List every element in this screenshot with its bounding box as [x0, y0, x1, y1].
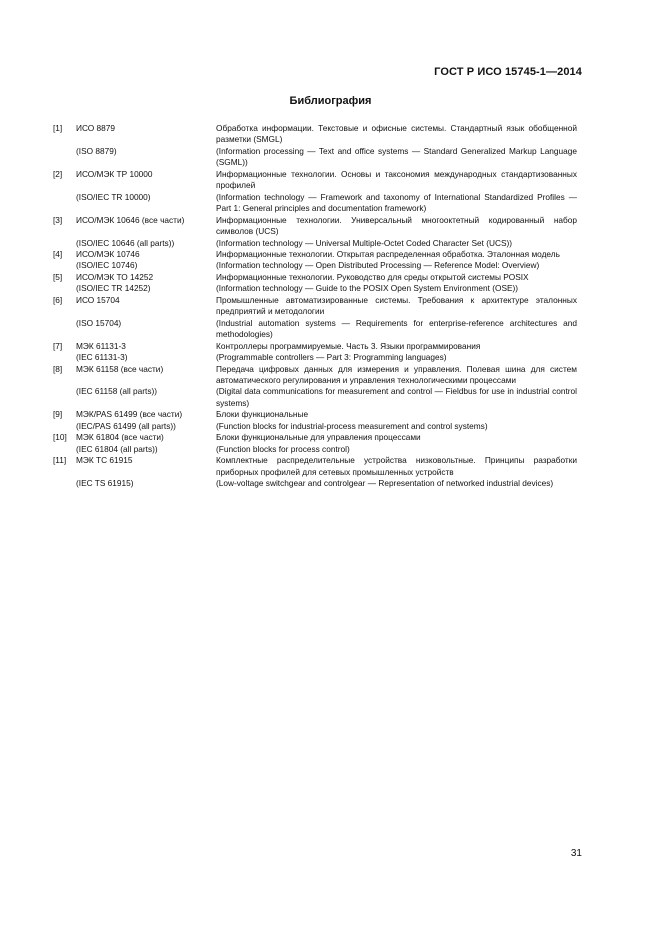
entry-description: Комплектные распределительные устройства низковольтные. Принципы разработки приборных профилей для сетевых промышленных устройств	[216, 455, 577, 477]
bibliography-entry	[53, 455, 577, 478]
entry-description: Информационные технологии. Основы и таксономия международных стандартизованных профилей	[216, 168, 577, 191]
entry-description: Передача цифровых данных для измерения и управления. Полевая шина для систем автоматического регулирования и управления технологическими процессами	[216, 363, 577, 385]
entry-description: (Digital data communications for measurement and control — Fieldbus for use in industrial control systems)	[216, 386, 577, 408]
entry-reference: ИСО/МЭК ТО 14252	[76, 271, 154, 282]
entry-description: (Function blocks for process control)	[216, 443, 350, 454]
bibliography-entry	[53, 478, 577, 489]
entry-description: Контроллеры программируемые. Часть 3. Языки программирования	[216, 340, 481, 351]
entry-description: (Information processing — Text and office systems — Standard Generalized Markup Language (SGML))	[216, 145, 577, 168]
entry-reference: (ISO/IEC 10746)	[76, 260, 138, 271]
entry-reference: (ISO/IEC 10646 (all parts))	[76, 237, 175, 248]
bibliography-entry	[53, 169, 577, 192]
entry-description: Блоки функциональные для управления процессами	[216, 432, 421, 443]
entry-description: Обработка информации. Текстовые и офисные системы. Стандартный язык обобщенной разметки (SMGL)	[216, 123, 577, 145]
entry-description: (Programmable controllers — Part 3: Programming languages)	[216, 352, 447, 363]
entry-reference: МЭК/PAS 61499 (все части)	[76, 409, 183, 420]
entry-reference: МЭК 61131-3	[76, 340, 126, 351]
entry-number: [6]	[53, 294, 63, 305]
bibliography-entry	[53, 272, 577, 283]
entry-reference: МЭК ТС 61915	[76, 455, 133, 466]
entry-number	[53, 352, 76, 363]
entry-number	[53, 260, 76, 271]
entry-number: [1]	[53, 123, 63, 133]
entry-reference: (ISO/IEC TR 10000)	[76, 191, 151, 202]
entry-description: (Information technology — Guide to the POSIX Open System Environment (OSE))	[216, 283, 519, 294]
entry-number	[53, 318, 76, 341]
entry-description: (Information technology — Open Distributed Processing — Reference Model: Overview)	[216, 260, 540, 271]
entry-number: [2]	[53, 168, 63, 179]
entry-description: (Function blocks for industrial-process measurement and control systems)	[216, 420, 488, 431]
entry-reference: ИСО/МЭК 10646 (все части)	[76, 214, 185, 225]
entry-description: (Low-voltage switchgear and controlgear — Representation of networked industrial devices)	[216, 478, 554, 489]
entry-reference: ИСО/МЭК ТР 10000	[76, 168, 153, 179]
bibliography-list	[53, 123, 577, 490]
entry-number: [3]	[53, 214, 63, 225]
entry-number	[53, 386, 76, 409]
bibliography-entry	[53, 123, 577, 146]
entry-number: [9]	[53, 409, 63, 420]
entry-reference: ИСО/МЭК 10746	[76, 248, 140, 259]
bibliography-entry	[53, 352, 577, 363]
entry-reference: (IEC 61131-3)	[76, 352, 128, 363]
entry-reference: (IEC 61158 (all parts))	[76, 386, 157, 397]
entry-number: [10]	[53, 432, 67, 443]
bibliography-entry	[53, 295, 577, 318]
bibliography-entry	[53, 260, 577, 271]
entry-description: Информационные технологии. Открытая распределенная обработка. Эталонная модель	[216, 248, 560, 259]
entry-description: Информационные технологии. Руководство для среды открытой системы POSIX	[216, 271, 529, 282]
entry-description: Информационные технологии. Универсальный многооктетный кодированный набор символов (UCS)	[216, 214, 577, 237]
entry-reference: МЭК 61158 (все части)	[76, 363, 164, 374]
entry-reference: ИСО 15704	[76, 294, 120, 305]
entry-number	[53, 283, 76, 294]
page-number: 31	[570, 848, 582, 859]
entry-description: (Information technology — Universal Multiple-Octet Coded Character Set (UCS))	[216, 237, 513, 248]
entry-reference: МЭК 61804 (все части)	[76, 432, 164, 443]
bibliography-entry	[53, 341, 577, 352]
entry-number	[53, 192, 76, 215]
entry-reference: (IEC 61804 (all parts))	[76, 443, 158, 454]
document-id-header: ГОСТ Р ИСО 15745-1—2014	[434, 66, 582, 78]
entry-number	[53, 238, 76, 249]
bibliography-entry	[53, 215, 577, 238]
bibliography-entry	[53, 238, 577, 249]
bibliography-entry	[53, 249, 577, 260]
bibliography-entry	[53, 192, 577, 215]
entry-number: [11]	[53, 455, 67, 466]
entry-number	[53, 421, 76, 432]
bibliography-entry	[53, 444, 577, 455]
entry-reference: (ISO 8879)	[76, 145, 117, 156]
entry-reference: (IEC/PAS 61499 (all parts))	[76, 420, 176, 431]
bibliography-entry	[53, 386, 577, 409]
entry-reference: ИСО 8879	[76, 123, 115, 133]
entry-description: (Information technology — Framework and taxonomy of International Standardized Profiles — Part 1: General principles and documentation framework)	[216, 191, 577, 214]
entry-number	[53, 444, 76, 455]
bibliography-title: Библиография	[289, 95, 372, 107]
bibliography-entry	[53, 318, 577, 341]
entry-reference: (ISO/IEC TR 14252)	[76, 283, 151, 294]
entry-number: [4]	[53, 248, 63, 259]
bibliography-entry	[53, 409, 577, 420]
entry-reference: (IEC TS 61915)	[76, 478, 134, 489]
entry-number	[53, 478, 76, 489]
entry-reference: (ISO 15704)	[76, 317, 122, 328]
entry-number	[53, 146, 76, 169]
bibliography-entry	[53, 146, 577, 169]
entry-number: [7]	[53, 340, 63, 351]
entry-number: [8]	[53, 363, 63, 374]
entry-description: Блоки функциональные	[216, 409, 309, 420]
bibliography-entry	[53, 421, 577, 432]
bibliography-entry	[53, 283, 577, 294]
entry-description: Промышленные автоматизированные системы. Требования к архитектуре эталонных предприятий и методологии	[216, 294, 577, 317]
entry-description: (Industrial automation systems — Requirements for enterprise-reference architectures and methodologies)	[216, 317, 577, 340]
bibliography-entry	[53, 432, 577, 443]
entry-number: [5]	[53, 271, 63, 282]
bibliography-entry	[53, 364, 577, 387]
